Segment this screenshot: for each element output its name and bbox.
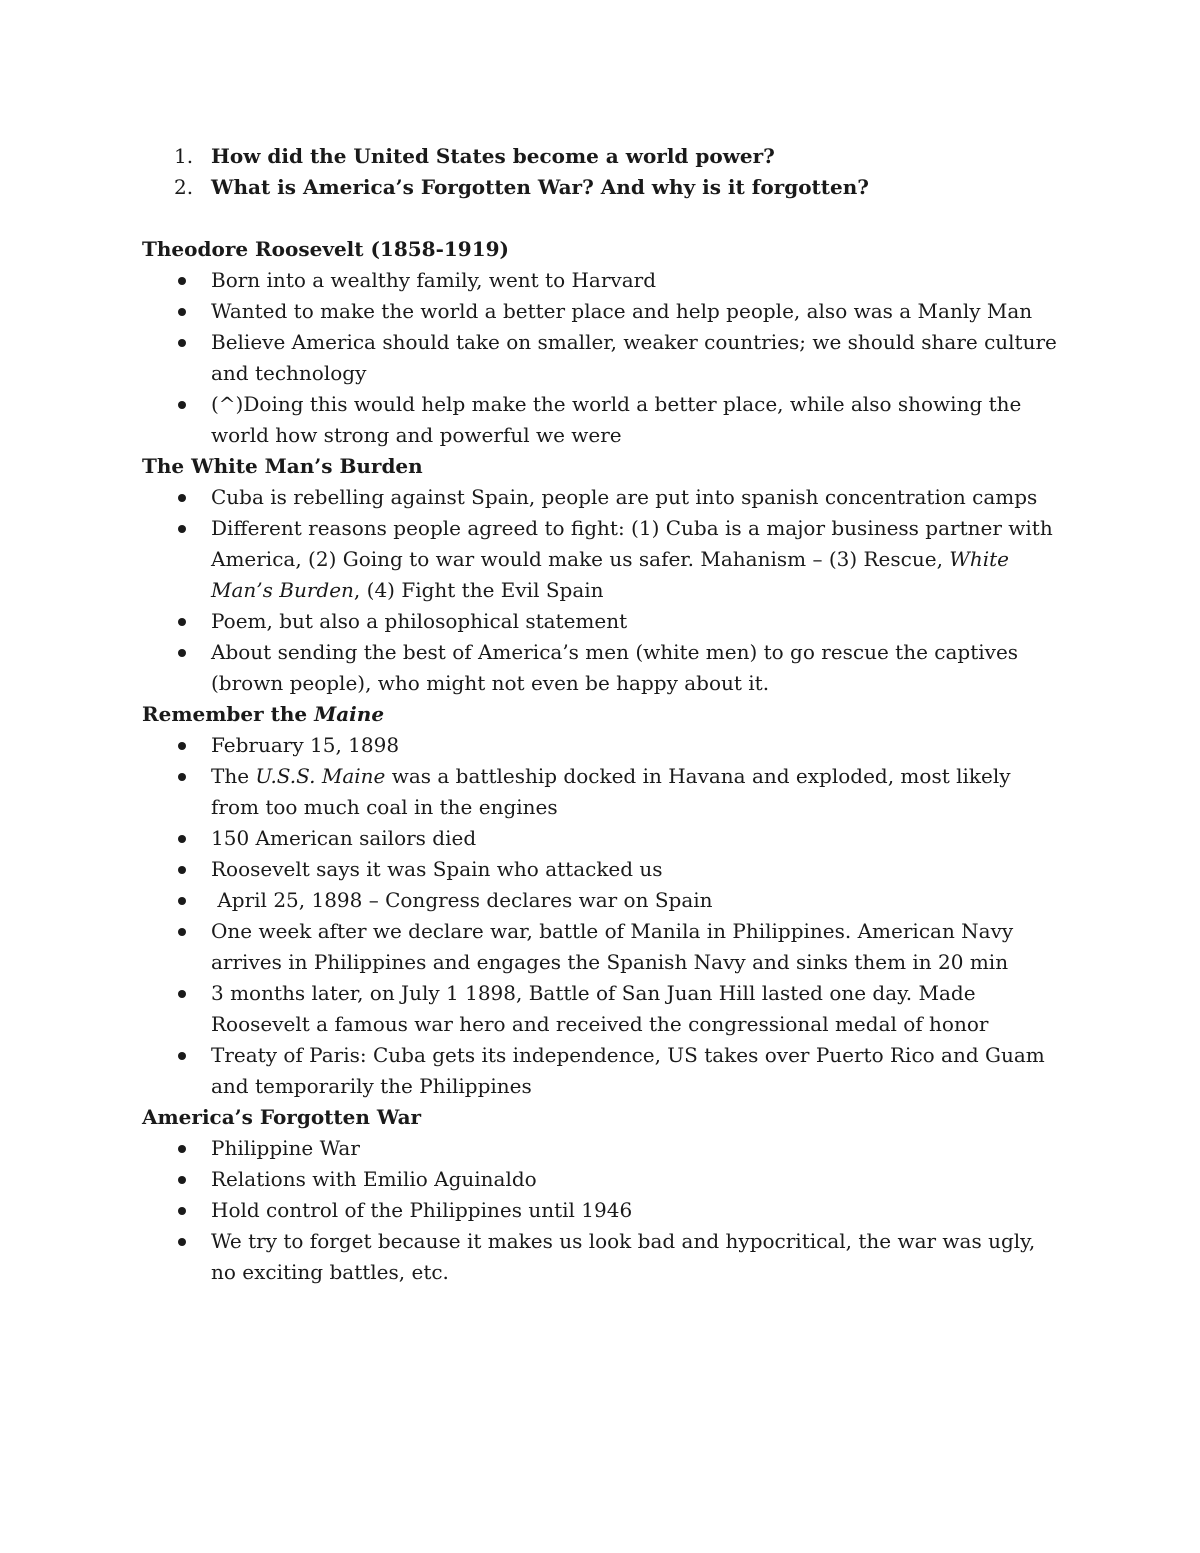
- bullet-icon: [178, 525, 186, 533]
- list-item: Born into a wealthy family, went to Harvard: [142, 265, 1062, 296]
- list-item: Cuba is rebelling against Spain, people are put into spanish concentration camps: [142, 482, 1062, 513]
- question-2-number: 2.: [174, 175, 194, 199]
- list-item: Believe America should take on smaller, weaker countries; we should share culture and technology: [142, 327, 1062, 389]
- bullet-icon: [178, 1145, 186, 1153]
- bullet-icon: [178, 308, 186, 316]
- forgotten-list: [142, 1133, 1062, 1288]
- bullet-icon: [178, 618, 186, 626]
- list-item: April 25, 1898 – Congress declares war on Spain: [142, 885, 1062, 916]
- bullet-icon: [178, 928, 186, 936]
- list-item: February 15, 1898: [142, 730, 1062, 761]
- question-2-text: What is America’s Forgotten War? And why is it forgotten?: [211, 175, 869, 199]
- question-2: [142, 172, 1062, 203]
- section-heading-maine: Remember the Maine: [142, 702, 385, 726]
- list-item: Treaty of Paris: Cuba gets its independence, US takes over Puerto Rico and Guam and temporarily the Philippines: [142, 1040, 1062, 1102]
- bullet-icon: [178, 773, 186, 781]
- bullet-icon: [178, 1176, 186, 1184]
- bullet-icon: [178, 1238, 186, 1246]
- maine-list: [142, 730, 1062, 1102]
- roosevelt-list: [142, 265, 1062, 451]
- list-item: Different reasons people agreed to fight: (1) Cuba is a major business partner with America, (2) Going to war would make us safer. Mahanism – (3) Rescue, White Man’s Burden, (4) Fight the Evil Spain: [142, 513, 1062, 606]
- bullet-icon: [178, 339, 186, 347]
- list-item: We try to forget because it makes us look bad and hypocritical, the war was ugly, no exciting battles, etc.: [142, 1226, 1062, 1288]
- list-item: Poem, but also a philosophical statement: [142, 606, 1062, 637]
- question-1-text: How did the United States become a world power?: [211, 144, 775, 168]
- question-1-number: 1.: [174, 144, 194, 168]
- section-heading-forgotten: America’s Forgotten War: [142, 1105, 422, 1129]
- bullet-icon: [178, 897, 186, 905]
- section-heading-roosevelt: Theodore Roosevelt (1858-1919): [142, 237, 510, 261]
- bullet-icon: [178, 742, 186, 750]
- bullet-icon: [178, 1207, 186, 1215]
- bullet-icon: [178, 1052, 186, 1060]
- list-item: Philippine War: [142, 1133, 1062, 1164]
- italic-ship-name: U.S.S. Maine: [255, 764, 386, 788]
- list-item: Relations with Emilio Aguinaldo: [142, 1164, 1062, 1195]
- list-item: 150 American sailors died: [142, 823, 1062, 854]
- list-item: About sending the best of America’s men (white men) to go rescue the captives (brown people), who might not even be happy about it.: [142, 637, 1062, 699]
- document-body: [142, 141, 1062, 1288]
- bullet-icon: [178, 990, 186, 998]
- bullet-icon: [178, 494, 186, 502]
- italic-title: White Man’s Burden: [211, 547, 1010, 602]
- question-1: [142, 141, 1062, 172]
- bullet-icon: [178, 649, 186, 657]
- list-item: Wanted to make the world a better place and help people, also was a Manly Man: [142, 296, 1062, 327]
- list-item: Roosevelt says it was Spain who attacked us: [142, 854, 1062, 885]
- list-item: Hold control of the Philippines until 1946: [142, 1195, 1062, 1226]
- bullet-icon: [178, 866, 186, 874]
- list-item: 3 months later, on July 1 1898, Battle of San Juan Hill lasted one day. Made Roosevelt a famous war hero and received the congressional medal of honor: [142, 978, 1062, 1040]
- list-item: (^)Doing this would help make the world a better place, while also showing the world how strong and powerful we were: [142, 389, 1062, 451]
- section-heading-burden: The White Man’s Burden: [142, 454, 423, 478]
- bullet-icon: [178, 401, 186, 409]
- bullet-icon: [178, 835, 186, 843]
- list-item: One week after we declare war, battle of Manila in Philippines. American Navy arrives in Philippines and engages the Spanish Navy and sinks them in 20 min: [142, 916, 1062, 978]
- bullet-icon: [178, 277, 186, 285]
- burden-list: [142, 482, 1062, 699]
- spacer: [142, 203, 1062, 234]
- list-item: The U.S.S. Maine was a battleship docked in Havana and exploded, most likely from too much coal in the engines: [142, 761, 1062, 823]
